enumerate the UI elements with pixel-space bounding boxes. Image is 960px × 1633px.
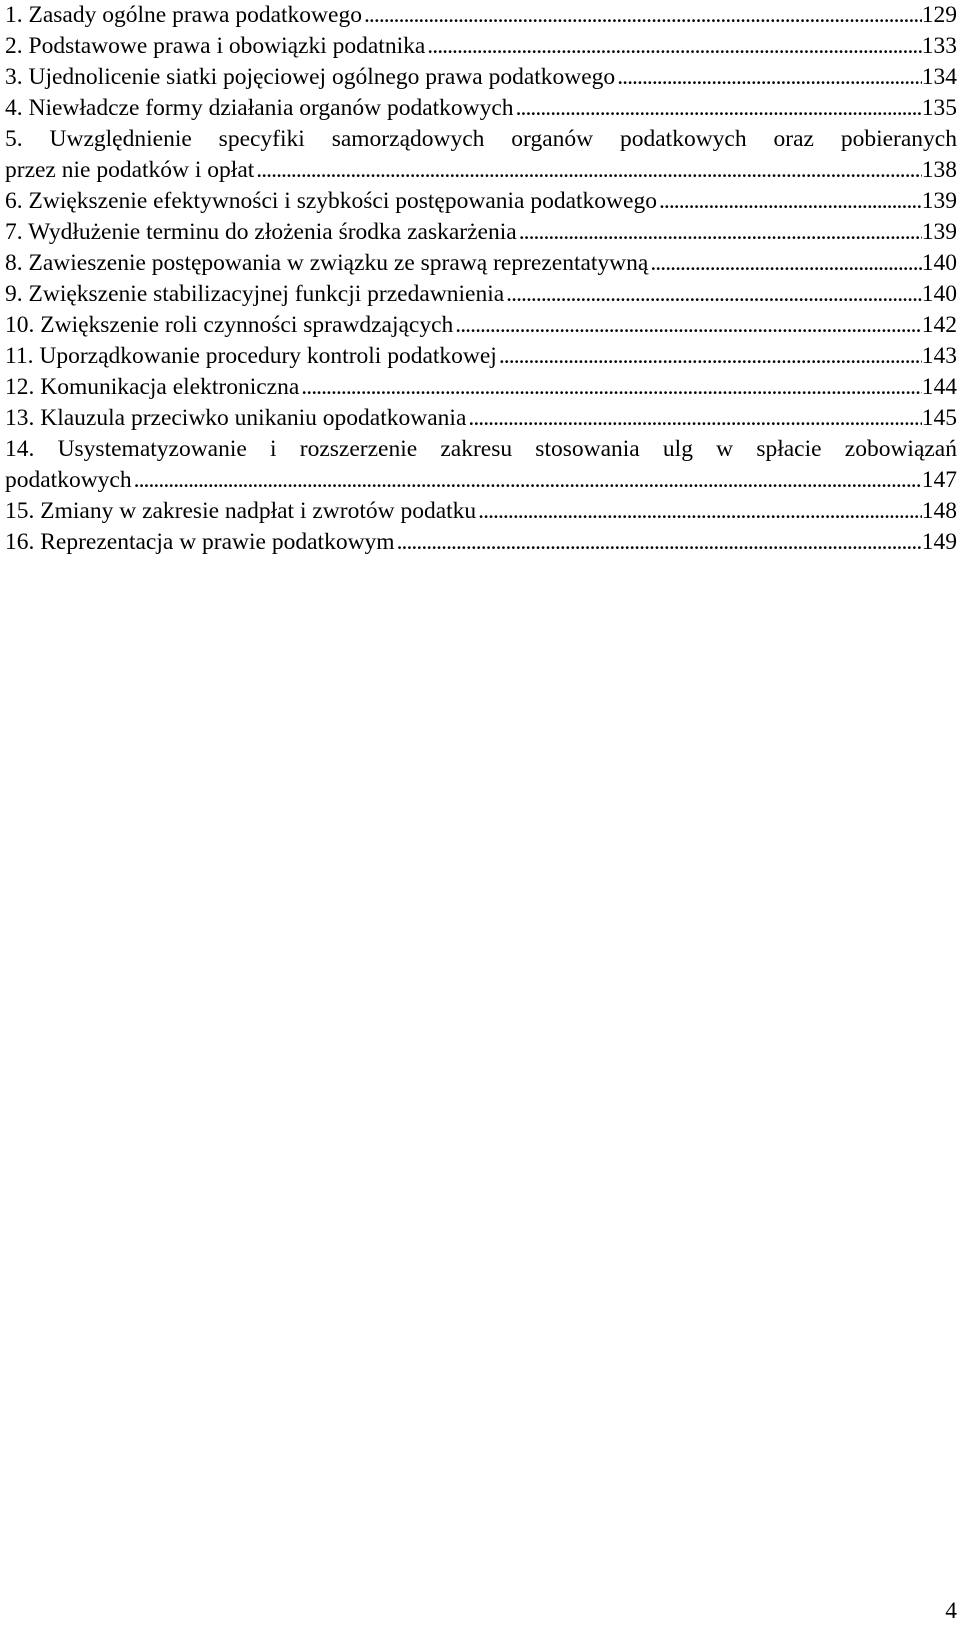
- toc-entry-title: 3. Ujednolicenie siatki pojęciowej ogólnego prawa podatkowego: [5, 64, 616, 90]
- toc-entry[interactable]: [5, 93, 957, 124]
- toc-entry-title-line1: 5. Uwzględnienie specyfiki samorządowych organów podatkowych oraz pobieranych: [5, 126, 957, 152]
- toc-entry-title: 1. Zasady ogólne prawa podatkowego: [5, 2, 362, 28]
- toc-entry-title: 7. Wydłużenie terminu do złożenia środka zaskarżenia: [5, 219, 517, 245]
- toc-entry[interactable]: [5, 0, 957, 31]
- toc-entry-page: 129: [921, 2, 957, 28]
- toc-entry-page: 139: [921, 219, 957, 245]
- toc-entry[interactable]: [5, 341, 957, 372]
- toc-entry-title: 13. Klauzula przeciwko unikaniu opodatkowania: [5, 405, 467, 431]
- toc-entry-title-line1: 14. Usystematyzowanie i rozszerzenie zakresu stosowania ulg w spłacie zobowiązań: [5, 436, 957, 462]
- toc-dot-leader: [466, 403, 921, 434]
- toc-entry[interactable]: [5, 124, 957, 186]
- toc-dot-leader: [657, 186, 922, 217]
- toc-entry-title: 4. Niewładcze formy działania organów podatkowych: [5, 95, 514, 121]
- table-of-contents: [5, 0, 957, 558]
- toc-dot-leader: [497, 341, 922, 372]
- toc-entry-title: 11. Uporządkowanie procedury kontroli podatkowej: [5, 343, 497, 369]
- toc-dot-leader: [425, 31, 921, 62]
- toc-entry-title: 2. Podstawowe prawa i obowiązki podatnika: [5, 33, 426, 59]
- toc-entry[interactable]: [5, 527, 957, 558]
- toc-entry[interactable]: [5, 62, 957, 93]
- toc-dot-leader: [132, 465, 922, 496]
- toc-entry[interactable]: [5, 248, 957, 279]
- page-number: 4: [945, 1598, 957, 1624]
- toc-entry-title: 10. Zwiększenie roli czynności sprawdzających: [5, 312, 454, 338]
- toc-dot-leader: [476, 496, 922, 527]
- toc-entry-page: 140: [921, 250, 957, 276]
- toc-dot-leader: [362, 0, 922, 31]
- toc-entry-page: 134: [921, 64, 957, 90]
- toc-entry-page: 149: [921, 529, 957, 555]
- toc-entry-page: 145: [921, 405, 957, 431]
- toc-dot-leader: [514, 93, 922, 124]
- toc-entry[interactable]: [5, 434, 957, 496]
- toc-dot-leader: [615, 62, 922, 93]
- toc-entry[interactable]: [5, 217, 957, 248]
- toc-entry[interactable]: [5, 310, 957, 341]
- toc-dot-leader: [299, 372, 921, 403]
- toc-entry-title: 6. Zwiększenie efektywności i szybkości postępowania podatkowego: [5, 188, 657, 214]
- toc-entry-title: przez nie podatków i opłat: [5, 157, 255, 183]
- toc-entry[interactable]: [5, 279, 957, 310]
- toc-dot-leader: [517, 217, 922, 248]
- toc-entry-page: 142: [921, 312, 957, 338]
- toc-entry-title: 16. Reprezentacja w prawie podatkowym: [5, 529, 395, 555]
- toc-entry-page: 138: [921, 157, 957, 183]
- toc-entry[interactable]: [5, 496, 957, 527]
- toc-dot-leader: [453, 310, 921, 341]
- toc-dot-leader: [254, 155, 921, 186]
- toc-entry-title: 9. Zwiększenie stabilizacyjnej funkcji przedawnienia: [5, 281, 505, 307]
- toc-entry-page: 143: [921, 343, 957, 369]
- toc-entry-page: 135: [921, 95, 957, 121]
- toc-entry-title: podatkowych: [5, 467, 132, 493]
- toc-entry-page: 148: [921, 498, 957, 524]
- toc-dot-leader: [504, 279, 922, 310]
- toc-entry-title: 12. Komunikacja elektroniczna: [5, 374, 300, 400]
- toc-entry[interactable]: [5, 372, 957, 403]
- toc-entry-page: 147: [921, 467, 957, 493]
- toc-entry-title: 8. Zawieszenie postępowania w związku ze sprawą reprezentatywną: [5, 250, 649, 276]
- toc-entry[interactable]: [5, 186, 957, 217]
- toc-entry-page: 133: [921, 33, 957, 59]
- toc-entry[interactable]: [5, 31, 957, 62]
- toc-entry-page: 139: [921, 188, 957, 214]
- toc-entry[interactable]: [5, 403, 957, 434]
- toc-entry-title: 15. Zmiany w zakresie nadpłat i zwrotów podatku: [5, 498, 477, 524]
- toc-dot-leader: [648, 248, 921, 279]
- toc-dot-leader: [395, 527, 922, 558]
- toc-entry-page: 140: [921, 281, 957, 307]
- toc-entry-page: 144: [921, 374, 957, 400]
